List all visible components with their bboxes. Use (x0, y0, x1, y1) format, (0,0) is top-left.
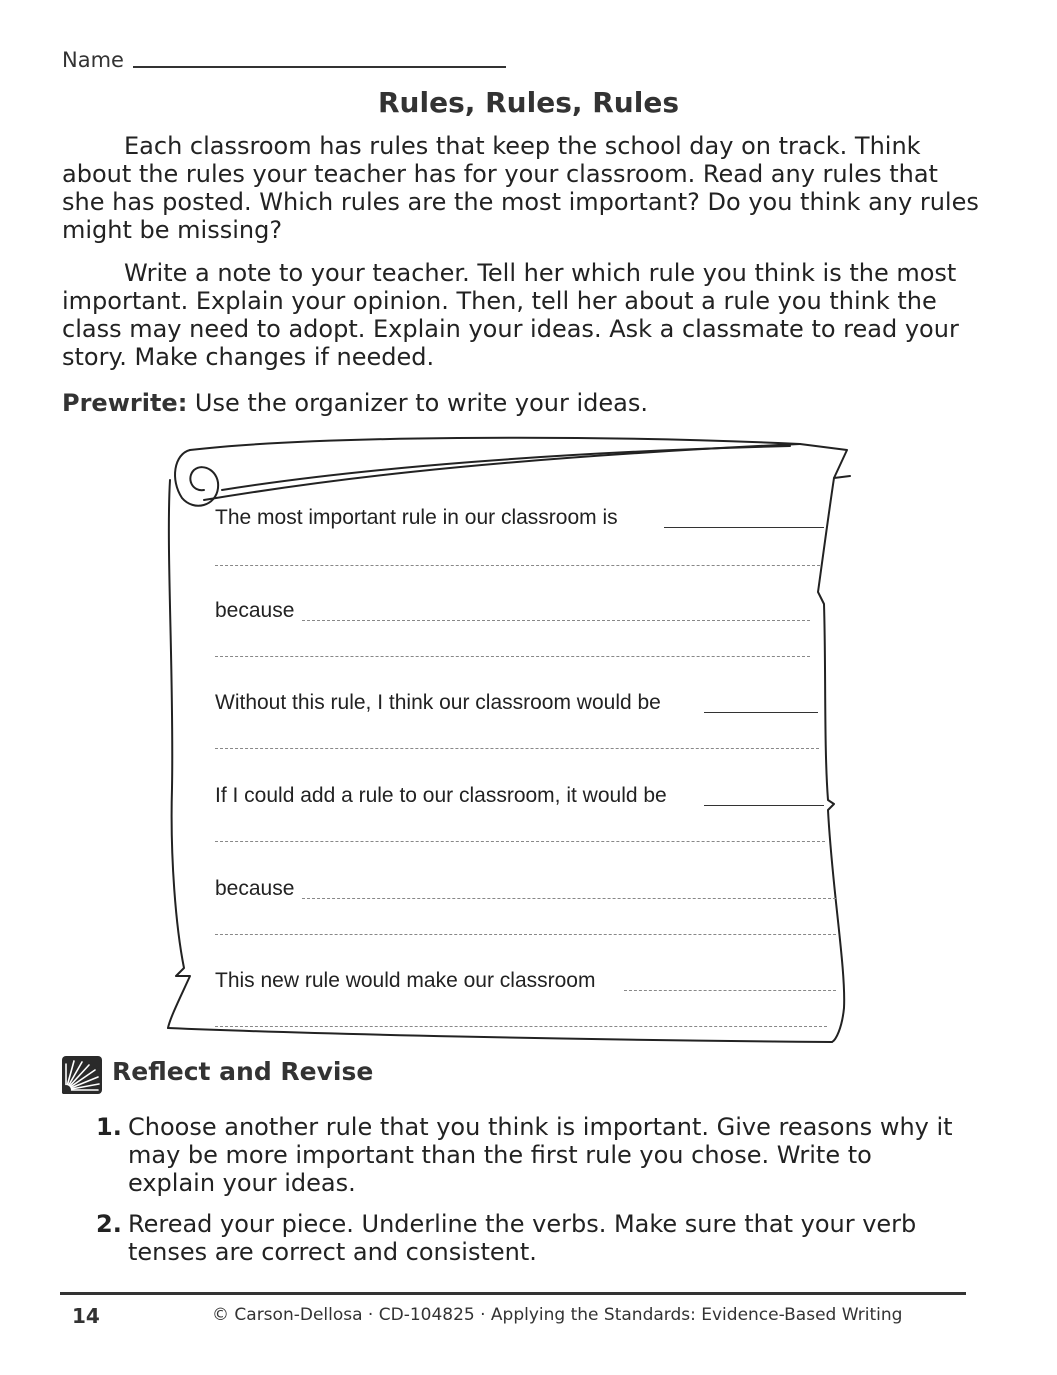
sunburst-icon (62, 1056, 102, 1094)
reflect-item-number: 2. (96, 1210, 122, 1238)
answer-line-add-a-rule-2[interactable] (215, 841, 825, 842)
name-blank-line[interactable] (133, 66, 506, 68)
answer-line-new-rule-effect[interactable] (624, 990, 836, 991)
answer-line-without-this-rule-2[interactable] (215, 748, 819, 749)
instructions-paragraph (62, 259, 982, 371)
copyright-text: © Carson-Dellosa · CD-104825 · Applying the Standards: Evidence-Based Writing (212, 1305, 903, 1325)
intro-paragraph-text: Each classroom has rules that keep the school day on track. Think about the rules your teacher has for your classroom. Read any rules that she has posted. Which rules are the most important? Do you think any rules might be missing? (62, 132, 979, 244)
prompt-because-1: because (215, 599, 295, 622)
prompt-add-a-rule: If I could add a rule to our classroom, it would be (215, 784, 667, 807)
answer-line-new-rule-effect-2[interactable] (215, 1026, 827, 1027)
intro-paragraph (62, 132, 982, 244)
answer-line-without-this-rule[interactable] (704, 712, 818, 713)
answer-line-because-1[interactable] (302, 620, 810, 621)
answer-line-most-important-rule[interactable] (664, 527, 824, 528)
page-title: Rules, Rules, Rules (377, 86, 679, 119)
reflect-item-text: Reread your piece. Underline the verbs. Make sure that your verb tenses are correct and consistent. (128, 1210, 917, 1266)
prompt-because-2: because (215, 877, 295, 900)
prompt-new-rule-effect: This new rule would make our classroom (215, 969, 596, 992)
reflect-item-text: Choose another rule that you think is important. Give reasons why it may be more important than the first rule you chose. Write to explain your ideas. (128, 1113, 953, 1197)
answer-line-add-a-rule[interactable] (704, 805, 824, 806)
page-number: 14 (72, 1304, 100, 1328)
instructions-paragraph-text: Write a note to your teacher. Tell her which rule you think is the most important. Explain your opinion. Then, tell her about a rule you think the class may need to adopt. Explain your ideas. Ask a classmate to read your story. Make changes if needed. (62, 259, 959, 371)
answer-line-because-1-2[interactable] (215, 656, 810, 657)
prewrite-text: Use the organizer to write your ideas. (187, 389, 649, 417)
answer-line-because-2[interactable] (302, 898, 836, 899)
reflect-heading: Reflect and Revise (112, 1057, 374, 1086)
answer-line-most-important-rule-2[interactable] (215, 565, 820, 566)
footer-divider (60, 1292, 966, 1295)
name-label: Name (62, 48, 124, 72)
answer-line-because-2-2[interactable] (215, 934, 836, 935)
reflect-item-number: 1. (96, 1113, 122, 1141)
prompt-without-this-rule: Without this rule, I think our classroom would be (215, 691, 661, 714)
prompt-most-important-rule: The most important rule in our classroom is (215, 506, 618, 529)
prewrite-instruction (62, 388, 648, 418)
prewrite-label: Prewrite: (62, 389, 188, 417)
